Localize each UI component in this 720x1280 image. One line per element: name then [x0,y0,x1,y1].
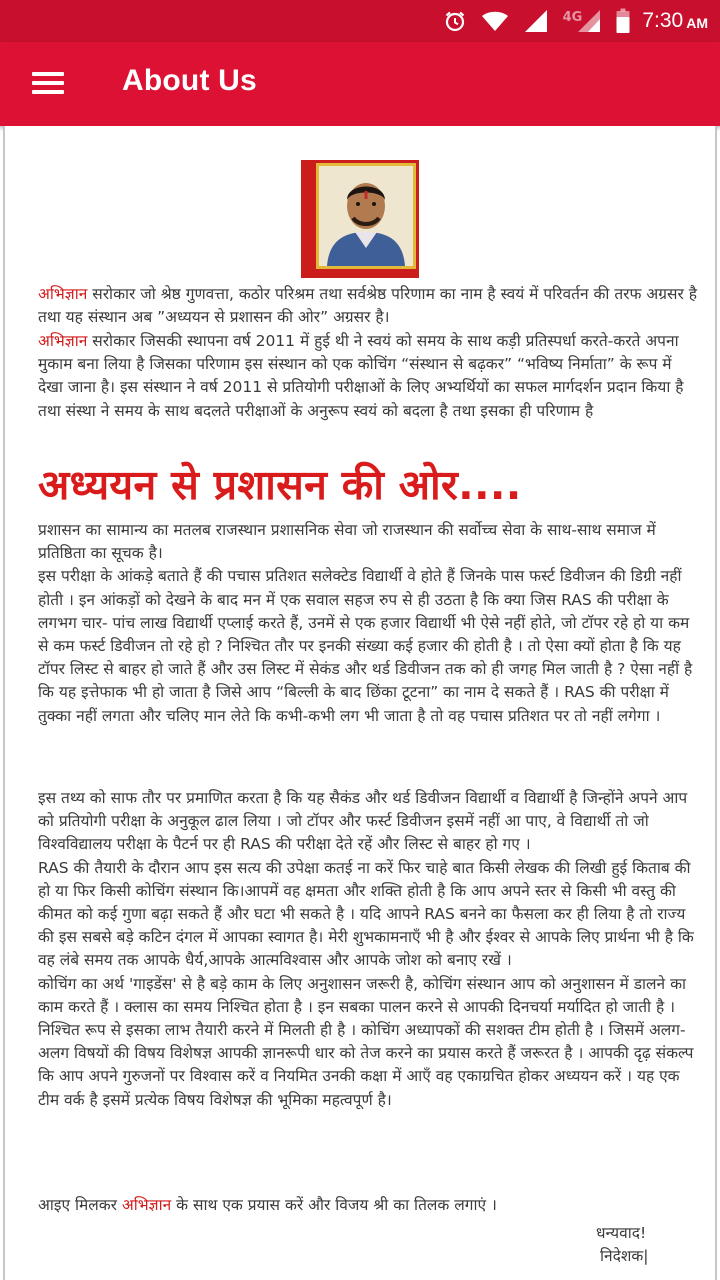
battery-icon [616,8,630,34]
app-bar [0,42,720,126]
brand-name: अभिज्ञान [38,285,88,303]
signoff [596,1222,649,1268]
section-heading: अध्ययन से प्रशासन की ओर.... [38,461,522,509]
hamburger-menu-icon[interactable] [30,68,66,98]
director-photo [301,160,419,278]
intro-paragraph-1-text: सरोकार जो श्रेष्ठ गुणवत्ता, कठोर परिश्रम तथा सर्वश्रेष्ठ परिणाम का नाम है स्वयं में परिवर्तन की तरफ अग्रसर है तथा यह संस्थान अब ”अध्ययन से प्रशासन की ओर” अग्रसर है। [38,285,697,327]
intro-paragraph-2 [38,330,698,423]
brand-name: अभिज्ञान [121,1196,172,1214]
signoff-thanks: धन्यवाद! [596,1224,647,1242]
about-content[interactable] [3,126,717,1280]
network-type-label: 4G [562,9,583,25]
brand-name: अभिज्ञान [38,332,88,350]
body-paragraph-2: इस तथ्य को साफ तौर पर प्रमाणित करता है कि यह सैकंड और थर्ड डिवीजन विद्यार्थी व विद्यार्थी है जिन्होंने अपने आप को प्रतियोगी परीक्षा के अनुकूल ढाल लिया । जो टॉपर और फर्स्ट डिवीजन इसमें नहीं आ पाए, वे विद्यार्थी तो जो विश्वविद्यालय परीक्षा के पैटर्न पर ही RAS की परीक्षा देते रहें और लिस्ट से बाहर हो गए । RAS की तैयारी के दौरान आप इस सत्य की उपेक्षा कतई ना करें फिर चाहे बात किसी लेखक की लिखी हुई किताब की हो या फिर किसी कोचिंग संस्थान कि।आपमें वह क्षमता और शक्ति होती है कि आप अपने स्तर से किसी भी वस्तु की कीमत को कई गुणा बढ़ा सकते हैं और घटा भी सकते है । यदि आपने RAS बनने का फैसला कर ही लिया है तो राज्य की इस सबसे बड़े कटिन दंगल में आपका स्वागत है। मेरी शुभकामनाएँ भी है और ईश्वर से आपके लिए प्रार्थना भी है कि वह लंबे समय तक आपके धैर्य,आपके आत्मविश्वास और आपके जोश को बनाए रखें । कोचिंग का अर्थ 'गाइडेंस' से है बड़े काम के लिए अनुशासन जरूरी है, कोचिंग संस्थान आप को अनुशासन में डालने का काम करते हैं । क्लास का समय निश्चित होता है । इन सबका पालन करने से आपकी दिनचर्या मर्यादित हो जाती है । निश्चित रूप से इसका लाभ तैयारी करने में मिलती ही है । कोचिंग अध्यापकों की सशक्त टीम होती है । जिसमें अलग-अलग विषयों की विषय विशेषज्ञ आपकी ज्ञानरूपी धार को तेज करने का प्रयास करते हैं जरूरत है । आपकी दृढ़ संकल्प कि आप अपने गुरुजनों पर विश्वास करें व नियमित उनकी कक्षा में आएँ वह एकाग्रचित होकर अध्ययन करें । यह एक टीम वर्क है इसमें प्रत्येक विषय विशेषज्ञ की भूमिका महत्वपूर्ण है। [38,789,694,1109]
clock-time: 7:30 [642,9,684,32]
closing-line-pre: आइए मिलकर [38,1196,122,1214]
body-paragraph-1: प्रशासन का सामान्य का मतलब राजस्थान प्रशासनिक सेवा जो राजस्थान की सर्वोच्च सेवा के साथ-साथ समाज में प्रतिष्ठिता का सूचक है। इस परीक्षा के आंकड़े बताते हैं की पचास प्रतिशत सलेक्टेड विद्यार्थी वे होते हैं जिनके पास फर्स्ट डिवीजन की डिग्री नहीं होती । इन आंकड़ों को देखने के बाद मन में एक सवाल सहज रुप से ही उठता है कि क्या जिस RAS की परीक्षा के लगभग चार- पांच लाख विद्यार्थी एप्लाई करते हैं, उनमें से एक हजार विद्यार्थी भी ऐसे नहीं होते, जो टॉपर रहे हो या कम से कम फर्स्ट डिवीजन तो रहे हो ? निश्चित तौर पर इनकी संख्या कई हजार की होती है । तो ऐसा क्यों होता है कि यह टॉपर लिस्ट से बाहर हो जाते हैं और उस लिस्ट में सेकंड और थर्ड डिवीजन तक को ही जगह मिल जाती है ? ऐसा नहीं है कि यह इत्तेफाक भी हो जाता है जिसे आप “बिल्ली के बाद छिंका टूटना” का नाम दे सकते हैं । RAS की परीक्षा में तुक्का नहीं लगता और चलिए मान लेते कि कभी-कभी लग भी जाता है तो वह पचास प्रतिशत पर तो नहीं लगेगा । [38,521,693,725]
status-bar [0,0,720,42]
intro-paragraph-1 [38,283,698,329]
clock-ampm: AM [686,15,708,31]
closing-line-post: के साथ एक प्रयास करें और विजय श्री का तिलक लगाएं । [171,1196,497,1214]
signal-icon [523,8,549,34]
director-portrait [316,163,416,269]
wifi-icon [481,9,509,33]
signoff-role: निदेशक| [600,1247,649,1266]
status-icons [429,6,708,36]
intro-paragraph-2-text: सरोकार जिसकी स्थापना वर्ष 2011 में हुई थी ने स्वयं को समय के साथ कड़ी प्रतिस्पर्धा करते-करते अपना मुकाम बना लिया है जिसका परिणाम इस संस्थान को एक कोचिंग “संस्थान से बढ़कर” “भविष्य निर्माता” के रूप में देखा जाना है। इस संस्थान ने वर्ष 2011 से प्रतियोगी परीक्षाओं के लिए अभ्यर्थियों का सफल मार्गदर्शन प्रदान किया है तथा संस्था ने समय के साथ बदलते परीक्षाओं के अनुरूप स्वयं को बदला है तथा इसका ही परिणाम है [38,332,684,420]
mobile-data-indicator [563,8,603,34]
closing-line [38,1194,698,1217]
page-title: About Us [122,64,257,97]
alarm-icon [443,9,467,33]
